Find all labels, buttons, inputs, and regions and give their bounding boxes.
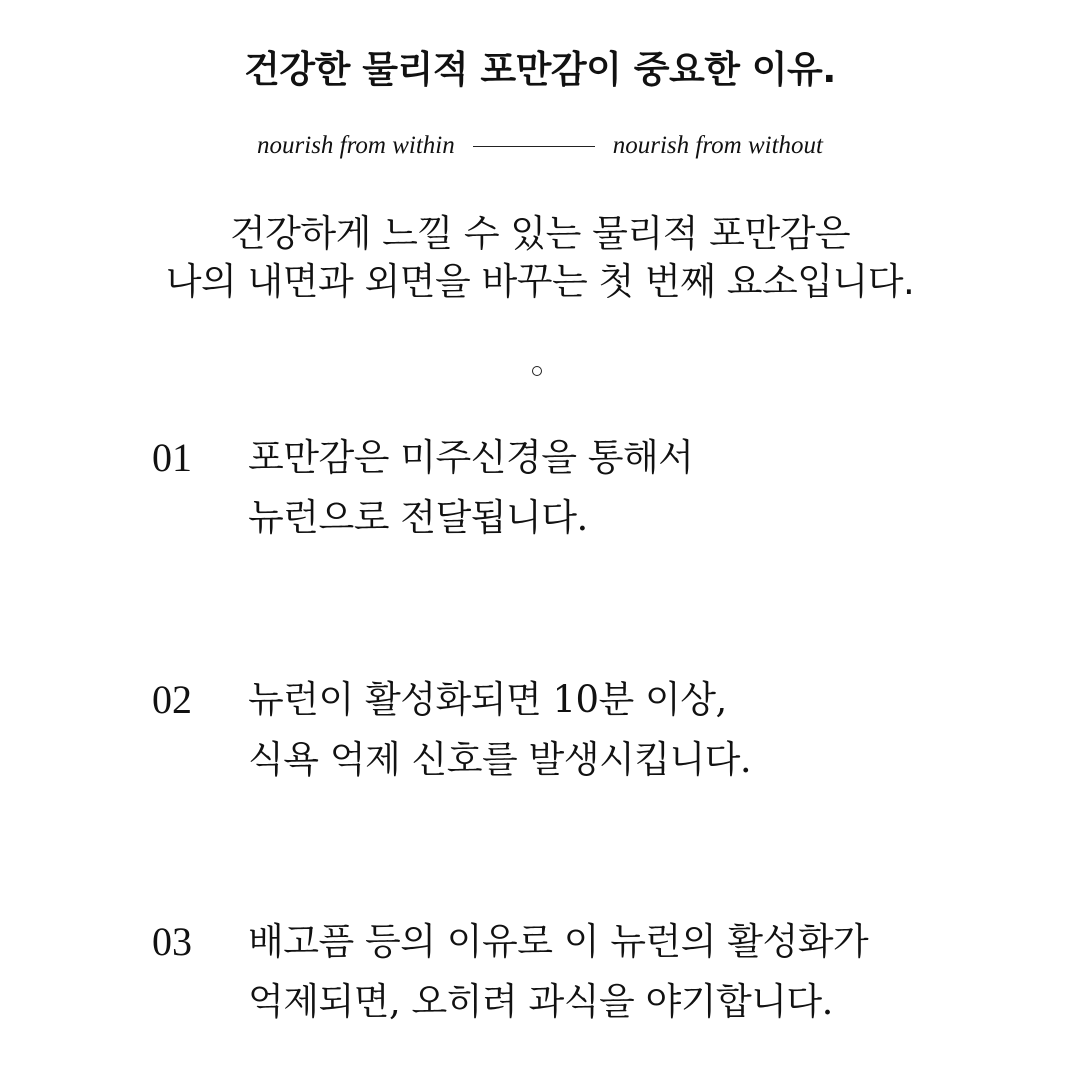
item-line-2: 억제되면, 오히려 과식을 야기합니다. bbox=[248, 980, 833, 1023]
item-number: 01 bbox=[152, 435, 192, 480]
tagline-divider bbox=[473, 146, 595, 147]
lead-paragraph bbox=[0, 210, 1080, 306]
tagline bbox=[0, 128, 1080, 164]
item-line-1: 뉴런이 활성화되면 10분 이상, bbox=[248, 678, 727, 721]
tagline-left: nourish from within bbox=[257, 132, 455, 159]
item-text bbox=[248, 912, 868, 1032]
item-line-1: 배고픔 등의 이유로 이 뉴런의 활성화가 bbox=[248, 920, 869, 963]
lead-line-2: 나의 내면과 외면을 바꾸는 첫 번째 요소입니다. bbox=[165, 260, 915, 303]
circle-divider-icon bbox=[532, 366, 542, 376]
page-title: 건강한 물리적 포만감이 중요한 이유. bbox=[244, 48, 836, 91]
tagline-right: nourish from without bbox=[612, 132, 823, 159]
item-text bbox=[248, 670, 751, 790]
item-line-2: 식욕 억제 신호를 발생시킵니다. bbox=[248, 738, 752, 781]
item-text bbox=[248, 428, 693, 548]
item-number: 02 bbox=[152, 677, 192, 722]
lead-line-1: 건강하게 느낄 수 있는 물리적 포만감은 bbox=[229, 212, 851, 255]
item-line-1: 포만감은 미주신경을 통해서 bbox=[248, 436, 694, 479]
item-number: 03 bbox=[152, 919, 192, 964]
item-line-2: 뉴런으로 전달됩니다. bbox=[248, 496, 588, 539]
